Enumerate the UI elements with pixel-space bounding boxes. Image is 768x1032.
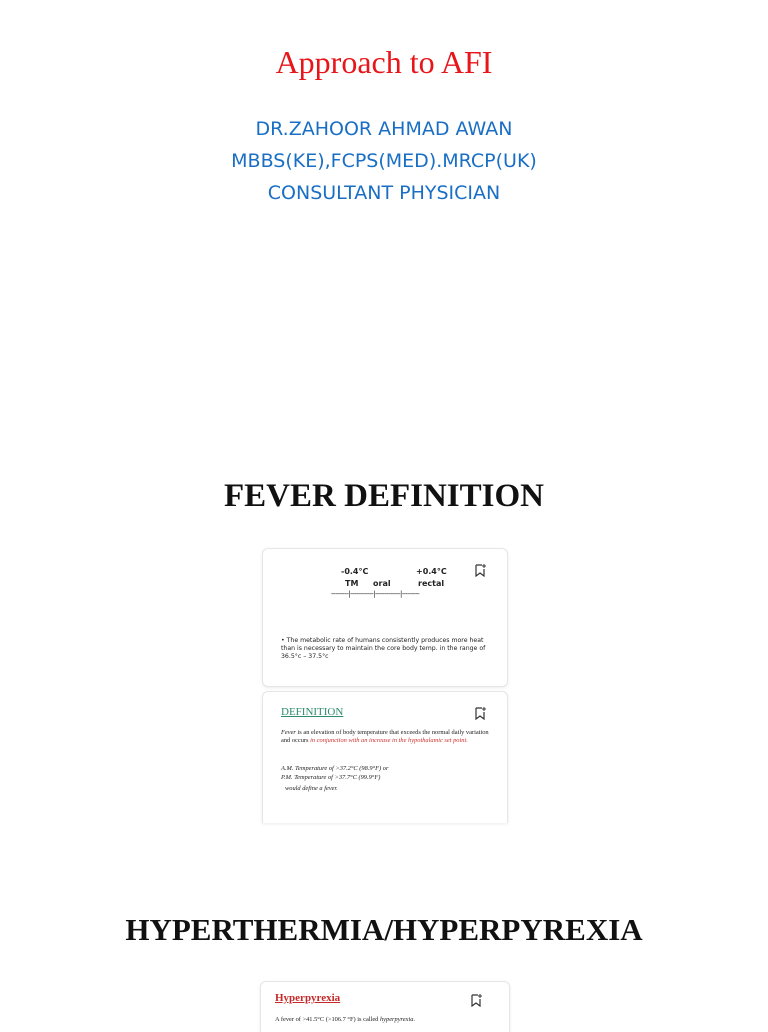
author-degrees: MBBS(KE),FCPS(MED).MRCP(UK) — [231, 150, 537, 172]
fever-definition-body: is an elevation of body temperature that exceeds the normal daily variation and occurs — [281, 729, 489, 744]
am-temperature-line: A.M. Temperature of >37.2°C (98.9°F) or — [281, 765, 389, 772]
hyperpyrexia-subheading: Hyperpyrexia — [275, 992, 341, 1004]
presentation-title: Approach to AFI — [275, 44, 493, 80]
label-tm: TM — [345, 579, 359, 588]
hyperthermia-heading: HYPERTHERMIA/HYPERPYREXIA — [125, 912, 643, 947]
author-name: DR.ZAHOOR AHMAD AWAN — [255, 118, 513, 140]
temperature-scale-card — [262, 548, 508, 687]
bookmark-icon[interactable] — [471, 994, 482, 1007]
hyperpyrexia-definition — [275, 1016, 415, 1023]
bookmark-icon[interactable] — [475, 564, 486, 577]
hyperpyrexia-card — [260, 981, 510, 1032]
label-oral: oral — [373, 579, 391, 588]
label-rectal: rectal — [418, 579, 445, 588]
fever-term: Fever — [281, 729, 296, 736]
bookmark-icon[interactable] — [475, 707, 486, 720]
left-offset-value: -0.4°C — [341, 567, 369, 576]
define-fever-line: would define a fever. — [285, 785, 338, 792]
metabolic-rate-bullet: • The metabolic rate of humans consistently produces more heat than is necessary to maintain the core body temp. in the range of 36.5°c – 37.5°c — [281, 637, 486, 660]
author-role: CONSULTANT PHYSICIAN — [267, 182, 501, 204]
fever-definition-text — [281, 729, 495, 745]
definition-card — [262, 691, 508, 823]
fever-definition-heading: FEVER DEFINITION — [224, 478, 544, 514]
hyperpyrexia-text: A fever of >41.5°C (>106.7 °F) is called — [275, 1016, 380, 1023]
temperature-scale-line: ---------|------------|-------------|--------- — [331, 590, 420, 598]
right-offset-value: +0.4°C — [416, 567, 447, 576]
hyperpyrexia-term: hyperpyrexia. — [379, 1016, 416, 1023]
definition-subheading: DEFINITION — [281, 706, 344, 718]
set-point-phrase: in conjunction with an increase in the hypothalamic set point. — [310, 737, 468, 744]
pm-temperature-line: P.M. Temperature of >37.7°C (99.9°F) — [281, 774, 381, 781]
